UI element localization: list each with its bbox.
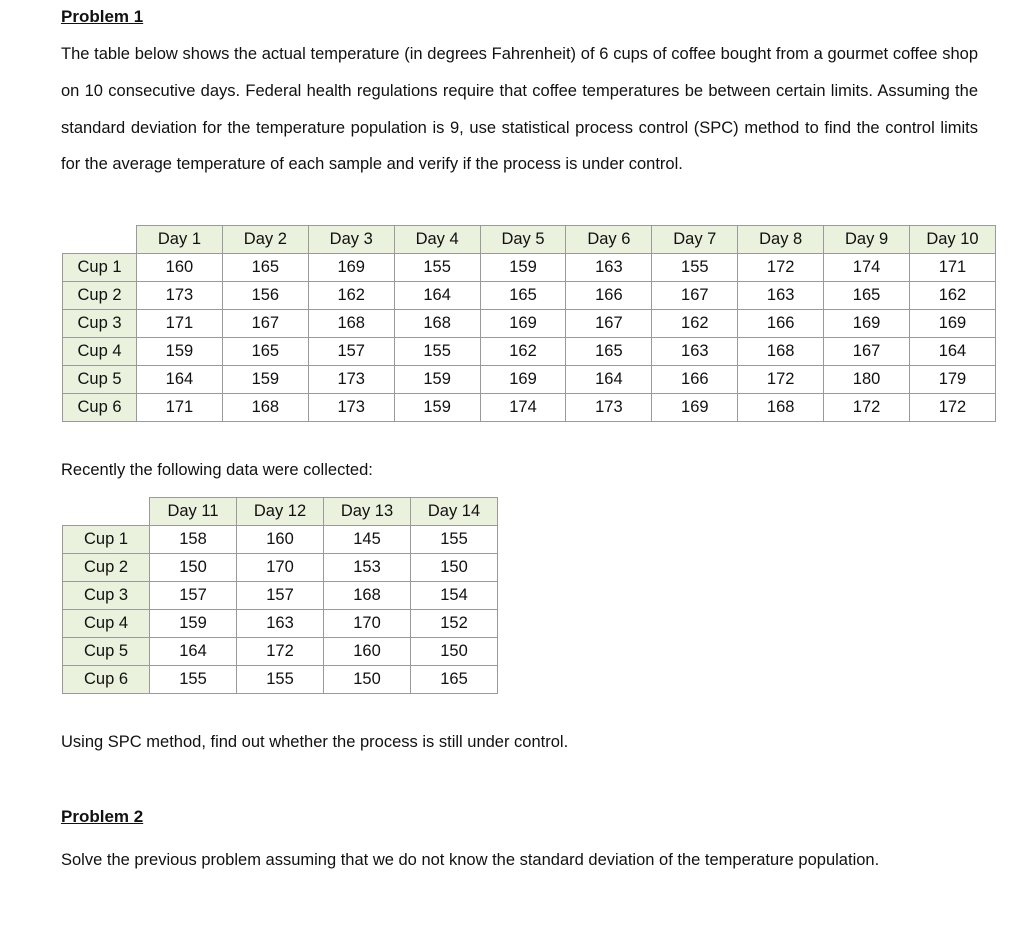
corner-cell xyxy=(63,498,150,526)
table-cell: 155 xyxy=(394,254,480,282)
table-cell: 169 xyxy=(308,254,394,282)
table-cell: 155 xyxy=(652,254,738,282)
table-cell: 167 xyxy=(222,310,308,338)
table-cell: 163 xyxy=(237,610,324,638)
table-cell: 171 xyxy=(910,254,996,282)
table-cell: 159 xyxy=(480,254,566,282)
table-cell: 152 xyxy=(411,610,498,638)
table-cell: 170 xyxy=(324,610,411,638)
table-row xyxy=(63,338,996,366)
recent-data-text: Recently the following data were collected: xyxy=(61,461,373,479)
column-header: Day 5 xyxy=(480,226,566,254)
row-header: Cup 6 xyxy=(63,666,150,694)
table-cell: 168 xyxy=(738,338,824,366)
table-cell: 172 xyxy=(738,254,824,282)
table-cell: 155 xyxy=(150,666,237,694)
table-row xyxy=(63,366,996,394)
table-cell: 164 xyxy=(150,638,237,666)
column-header: Day 3 xyxy=(308,226,394,254)
table-cell: 167 xyxy=(566,310,652,338)
table-cell: 159 xyxy=(150,610,237,638)
temperature-table-days-11-14 xyxy=(62,497,498,694)
table-cell: 173 xyxy=(566,394,652,422)
row-header: Cup 5 xyxy=(63,366,137,394)
table-cell: 162 xyxy=(480,338,566,366)
table-cell: 165 xyxy=(480,282,566,310)
column-header: Day 6 xyxy=(566,226,652,254)
table-cell: 156 xyxy=(222,282,308,310)
table-cell: 157 xyxy=(308,338,394,366)
table-cell: 165 xyxy=(222,338,308,366)
table-cell: 166 xyxy=(652,366,738,394)
table-cell: 166 xyxy=(738,310,824,338)
table-cell: 173 xyxy=(137,282,223,310)
table-cell: 160 xyxy=(237,526,324,554)
table-cell: 164 xyxy=(137,366,223,394)
table-cell: 168 xyxy=(222,394,308,422)
table-row xyxy=(63,610,498,638)
table-cell: 165 xyxy=(566,338,652,366)
table-row xyxy=(63,666,498,694)
problem-2-text: Solve the previous problem assuming that we do not know the standard deviation of the temperature population. xyxy=(61,851,880,869)
row-header: Cup 6 xyxy=(63,394,137,422)
column-header: Day 8 xyxy=(738,226,824,254)
table-cell: 172 xyxy=(910,394,996,422)
row-header: Cup 4 xyxy=(63,338,137,366)
table-cell: 165 xyxy=(824,282,910,310)
table-cell: 172 xyxy=(738,366,824,394)
table-cell: 168 xyxy=(308,310,394,338)
table-row xyxy=(63,638,498,666)
table-cell: 165 xyxy=(222,254,308,282)
table-cell: 173 xyxy=(308,394,394,422)
table-cell: 155 xyxy=(411,526,498,554)
header-row xyxy=(63,226,996,254)
table-row xyxy=(63,554,498,582)
table-cell: 169 xyxy=(652,394,738,422)
table-cell: 167 xyxy=(652,282,738,310)
column-header: Day 13 xyxy=(324,498,411,526)
row-header: Cup 3 xyxy=(63,582,150,610)
table-cell: 163 xyxy=(566,254,652,282)
table-cell: 169 xyxy=(824,310,910,338)
table-cell: 164 xyxy=(910,338,996,366)
table-cell: 164 xyxy=(394,282,480,310)
table-cell: 162 xyxy=(910,282,996,310)
table-cell: 168 xyxy=(324,582,411,610)
table-cell: 150 xyxy=(411,554,498,582)
column-header: Day 11 xyxy=(150,498,237,526)
table-cell: 174 xyxy=(480,394,566,422)
table-cell: 172 xyxy=(824,394,910,422)
table-cell: 150 xyxy=(150,554,237,582)
column-header: Day 7 xyxy=(652,226,738,254)
table-cell: 166 xyxy=(566,282,652,310)
table-cell: 165 xyxy=(411,666,498,694)
table-cell: 179 xyxy=(910,366,996,394)
table-cell: 169 xyxy=(910,310,996,338)
table-cell: 171 xyxy=(137,310,223,338)
table-cell: 171 xyxy=(137,394,223,422)
table-cell: 173 xyxy=(308,366,394,394)
table-row xyxy=(63,582,498,610)
row-header: Cup 4 xyxy=(63,610,150,638)
row-header: Cup 2 xyxy=(63,554,150,582)
corner-cell xyxy=(63,226,137,254)
table-cell: 162 xyxy=(652,310,738,338)
row-header: Cup 5 xyxy=(63,638,150,666)
table-row xyxy=(63,526,498,554)
table-row xyxy=(63,282,996,310)
column-header: Day 4 xyxy=(394,226,480,254)
table-row xyxy=(63,254,996,282)
column-header: Day 2 xyxy=(222,226,308,254)
table-cell: 150 xyxy=(324,666,411,694)
problem-1-text: The table below shows the actual temperature (in degrees Fahrenheit) of 6 cups of coffee bought from a gourmet coffee shop on 10 consecutive days. Federal health regulations require that coffee temperatures be between certain limits. Assuming the standard deviation for the temperature population is 9, use statistical process control (SPC) method to find the control limits for the average temperature of each sample and verify if the process is under control. xyxy=(61,45,978,174)
table-cell: 159 xyxy=(222,366,308,394)
table-cell: 155 xyxy=(237,666,324,694)
table-cell: 150 xyxy=(411,638,498,666)
row-header: Cup 1 xyxy=(63,254,137,282)
table-cell: 154 xyxy=(411,582,498,610)
column-header: Day 10 xyxy=(910,226,996,254)
table-cell: 172 xyxy=(237,638,324,666)
table-cell: 180 xyxy=(824,366,910,394)
column-header: Day 9 xyxy=(824,226,910,254)
table-cell: 160 xyxy=(137,254,223,282)
table-cell: 155 xyxy=(394,338,480,366)
problem-1-heading: Problem 1 xyxy=(61,7,144,26)
table-cell: 159 xyxy=(137,338,223,366)
table-cell: 157 xyxy=(150,582,237,610)
row-header: Cup 2 xyxy=(63,282,137,310)
problem-2-heading: Problem 2 xyxy=(61,807,144,826)
column-header: Day 14 xyxy=(411,498,498,526)
table-cell: 162 xyxy=(308,282,394,310)
table-cell: 153 xyxy=(324,554,411,582)
table-cell: 145 xyxy=(324,526,411,554)
column-header: Day 1 xyxy=(137,226,223,254)
table-row xyxy=(63,310,996,338)
table-cell: 163 xyxy=(652,338,738,366)
table-cell: 163 xyxy=(738,282,824,310)
table-row xyxy=(63,394,996,422)
table-cell: 158 xyxy=(150,526,237,554)
temperature-table-days-1-10 xyxy=(62,225,996,422)
table-cell: 174 xyxy=(824,254,910,282)
table-cell: 159 xyxy=(394,366,480,394)
table-cell: 159 xyxy=(394,394,480,422)
table-cell: 169 xyxy=(480,310,566,338)
table-cell: 170 xyxy=(237,554,324,582)
row-header: Cup 3 xyxy=(63,310,137,338)
column-header: Day 12 xyxy=(237,498,324,526)
table-cell: 167 xyxy=(824,338,910,366)
table-cell: 168 xyxy=(738,394,824,422)
table-cell: 160 xyxy=(324,638,411,666)
spc-question-text: Using SPC method, find out whether the process is still under control. xyxy=(61,733,569,751)
table-cell: 169 xyxy=(480,366,566,394)
row-header: Cup 1 xyxy=(63,526,150,554)
table-cell: 157 xyxy=(237,582,324,610)
header-row xyxy=(63,498,498,526)
table-cell: 164 xyxy=(566,366,652,394)
table-cell: 168 xyxy=(394,310,480,338)
